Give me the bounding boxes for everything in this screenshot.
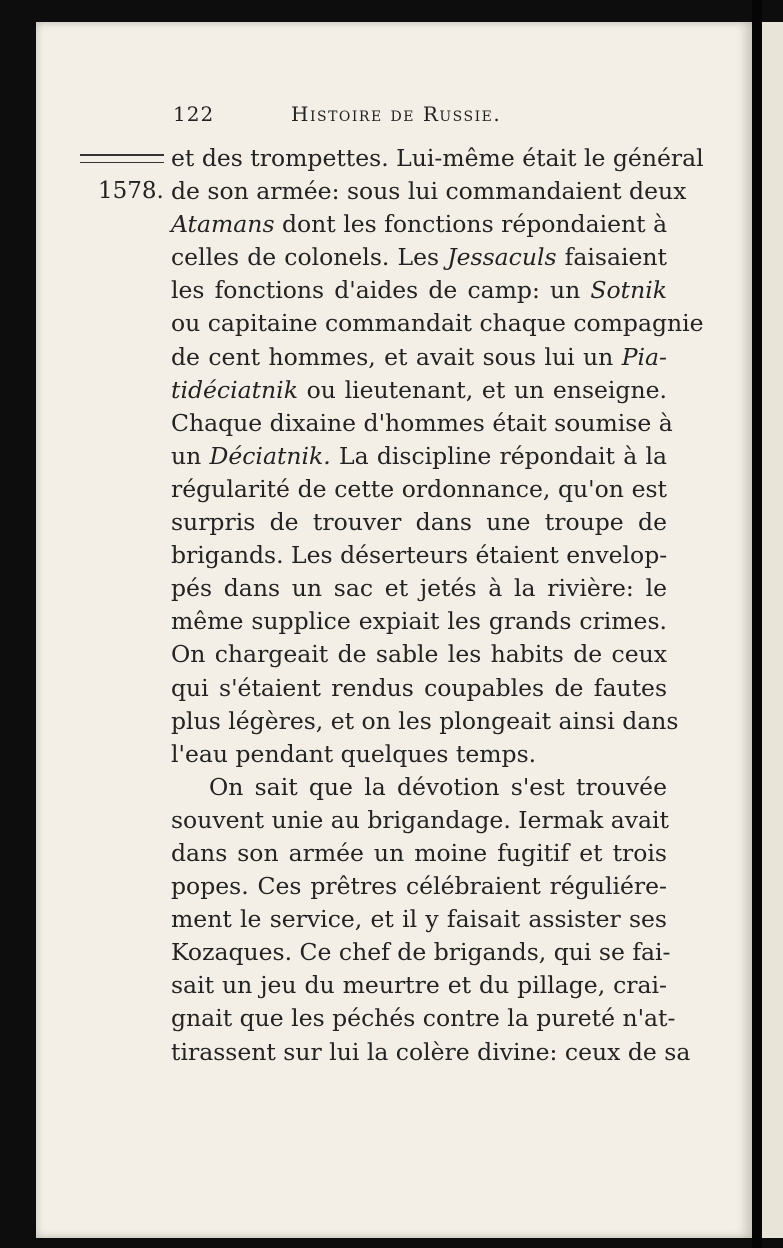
italic-term: Atamans <box>171 210 275 239</box>
text-segment: faisaient <box>556 243 667 272</box>
page-number: 122 <box>173 102 215 126</box>
text-segment: qui s'étaient rendus coupables de fautes <box>171 673 667 702</box>
text-segment: Kozaques. Ce chef de brigands, qui se fai- <box>171 938 671 967</box>
text-segment: dont les fonctions répondaient à <box>274 210 668 239</box>
text-segment: Chaque dixaine d'hommes était soumise à <box>171 408 673 437</box>
running-header <box>173 102 673 132</box>
italic-term: Pia- <box>621 342 667 371</box>
text-segment: On sait que la dévotion s'est trouvée <box>209 772 667 801</box>
text-line <box>171 274 667 307</box>
italic-term: Sotnik <box>590 276 667 305</box>
text-line <box>171 672 667 705</box>
text-line <box>171 374 667 407</box>
margin-year: 1578. <box>98 178 164 204</box>
facing-page-edge <box>762 22 783 1238</box>
italic-term: Déciatnik. <box>209 441 331 470</box>
text-line <box>171 572 667 605</box>
book-gutter <box>752 0 762 1248</box>
text-line <box>171 473 667 506</box>
text-line <box>171 407 673 440</box>
text-segment: un <box>171 441 210 470</box>
text-segment: On chargeait de sable les habits de ceux <box>171 640 667 669</box>
text-line <box>171 539 667 572</box>
text-line <box>171 870 667 903</box>
text-segment: ment le service, et il y faisait assister ses <box>171 905 667 934</box>
text-line <box>171 241 667 274</box>
italic-term: Jessaculs <box>447 243 557 272</box>
running-title: Histoire de Russie. <box>291 102 502 126</box>
text-segment: sait un jeu du meurtre et du pillage, crai- <box>171 971 667 1000</box>
text-segment: l'eau pendant quelques temps. <box>171 739 537 768</box>
text-line <box>171 142 704 175</box>
text-segment: gnait que les péchés contre la pureté n'at- <box>171 1004 676 1033</box>
text-segment: ou capitaine commandait chaque compagnie <box>171 309 704 338</box>
text-segment: et des trompettes. Lui-même était le général <box>171 144 704 172</box>
text-line <box>171 307 704 340</box>
text-line <box>171 506 667 539</box>
text-line <box>171 936 671 969</box>
text-segment: dans son armée un moine fugitif et trois <box>171 838 667 867</box>
text-segment: La discipline répondait à la <box>330 441 667 470</box>
text-line <box>171 1036 691 1069</box>
text-segment: celles de colonels. Les <box>171 243 448 272</box>
text-segment: plus légères, et on les plongeait ainsi dans <box>171 706 679 735</box>
text-line <box>171 837 667 870</box>
text-line <box>171 208 667 241</box>
body-text <box>171 142 704 1069</box>
text-segment: de cent hommes, et avait sous lui un <box>171 342 622 371</box>
text-line <box>171 440 667 473</box>
text-line <box>171 605 667 638</box>
italic-term: tidéciatnik <box>171 375 298 404</box>
text-line <box>171 341 667 374</box>
text-line <box>171 771 667 804</box>
text-line <box>171 969 667 1002</box>
text-line <box>171 638 667 671</box>
text-segment: pés dans un sac et jetés à la rivière: le <box>171 574 667 603</box>
text-segment: surpris de trouver dans une troupe de <box>171 508 667 537</box>
text-line <box>171 705 679 738</box>
text-line <box>171 804 667 837</box>
text-segment: de son armée: sous lui commandaient deux <box>171 177 687 206</box>
margin-rule <box>80 154 164 163</box>
text-segment: brigands. Les déserteurs étaient envelop- <box>171 541 668 570</box>
text-line <box>171 1002 676 1035</box>
text-segment: les fonctions d'aides de camp: un <box>171 276 591 305</box>
text-segment: popes. Ces prêtres célébraient réguliére- <box>171 872 667 901</box>
text-segment: régularité de cette ordonnance, qu'on est <box>171 474 667 503</box>
text-segment: souvent unie au brigandage. Iermak avait <box>171 805 669 834</box>
text-line <box>171 175 687 208</box>
text-segment: même supplice expiait les grands crimes. <box>171 607 667 636</box>
text-line <box>171 738 667 771</box>
text-line <box>171 903 667 936</box>
text-segment: ou lieutenant, et un enseigne. <box>297 375 667 404</box>
text-segment: tirassent sur lui la colère divine: ceux de sa <box>171 1037 691 1066</box>
